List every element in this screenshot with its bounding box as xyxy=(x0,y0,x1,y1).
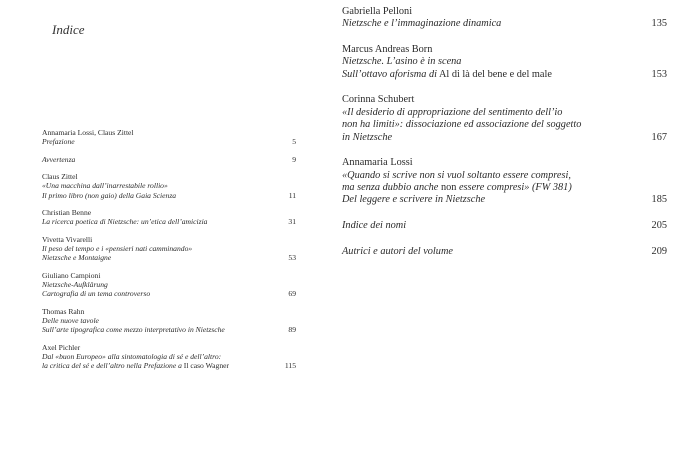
entry-title-roman-part: Il caso Wagner xyxy=(181,360,230,370)
toc-entry-prefazione[interactable] xyxy=(42,128,296,146)
entry-title: Indice dei nomi xyxy=(342,220,407,232)
page-heading: Indice xyxy=(52,22,85,37)
entry-title-line-2: Sull’arte tipografica come mezzo interpretativo in Nietzsche xyxy=(42,325,225,335)
toc-left-column xyxy=(42,128,296,378)
entry-page-number: 115 xyxy=(284,360,296,370)
entry-page-number: 185 xyxy=(651,194,667,206)
entry-title-roman-part: non xyxy=(438,182,459,194)
entry-page-number: 153 xyxy=(651,68,667,80)
entry-title-italic-part: ma senza dubbio anche xyxy=(342,182,439,194)
entry-title-line-2: Il primo libro (non gaio) della Gaia Scienza xyxy=(42,190,177,200)
entry-title-line-2: Cartografia di un tema controverso xyxy=(42,289,151,299)
entry-title-roman-part: Al di là del bene e del male xyxy=(436,68,552,80)
entry-author: Annamaria Lossi, Claus Zittel xyxy=(42,128,134,137)
entry-title-line-2: non ha limiti»: dissociazione ed associazione del soggetto xyxy=(342,119,582,131)
entry-title-line-2: Nietzsche e Montaigne xyxy=(42,253,112,263)
entry-author: Claus Zittel xyxy=(42,172,78,182)
toc-entry-benne[interactable] xyxy=(42,208,296,226)
entry-title-line-1: Delle nuove tavole xyxy=(42,315,99,325)
toc-entry-zittel[interactable] xyxy=(42,172,296,200)
entry-title-line-2 xyxy=(42,361,274,370)
toc-entry-vivarelli[interactable] xyxy=(42,235,296,263)
entry-title: La ricerca poetica di Nietzsche: un’etica dell’amicizia xyxy=(42,217,208,227)
entry-author: Annamaria Lossi xyxy=(342,157,413,169)
entry-page-number: 9 xyxy=(292,154,296,164)
entry-page-number: 31 xyxy=(288,217,296,227)
toc-entry-born[interactable] xyxy=(342,44,667,81)
entry-author: Marcus Andreas Born xyxy=(342,44,433,55)
entry-page-number: 53 xyxy=(288,253,296,263)
entry-title-line-1: Il peso del tempo e i «pensieri nati camminando» xyxy=(42,244,193,254)
toc-entry-pelloni[interactable] xyxy=(342,6,667,31)
entry-title-line-1: «Una macchina dall’inarrestabile rollio» xyxy=(42,181,168,191)
toc-entry-avvertenza[interactable] xyxy=(42,155,296,164)
entry-page-number: 5 xyxy=(292,137,296,147)
entry-title-line-2 xyxy=(342,69,637,81)
entry-title-line-3: Del leggere e scrivere in Nietzsche xyxy=(342,194,486,206)
toc-entry-campioni[interactable] xyxy=(42,271,296,299)
entry-author: Corinna Schubert xyxy=(342,94,415,106)
entry-page-number: 209 xyxy=(651,245,667,257)
entry-title-line-1: Dal «buon Europeo» alla sintomatologia di sé e dell’altro: xyxy=(42,351,222,361)
entry-title-line-2 xyxy=(342,182,637,194)
toc-entry-lossi[interactable] xyxy=(342,157,667,207)
entry-author: Giuliano Campioni xyxy=(42,270,101,280)
entry-page-number: 11 xyxy=(288,190,296,200)
entry-author: Christian Benne xyxy=(42,208,92,218)
entry-author: Thomas Rahn xyxy=(42,306,85,316)
toc-entry-autrici-e-autori[interactable] xyxy=(342,246,667,258)
entry-author: Axel Pichler xyxy=(42,342,81,352)
entry-author: Gabriella Pelloni xyxy=(342,6,413,17)
entry-title-italic-part-2: essere compresi» (FW 381) xyxy=(458,182,572,194)
entry-title: Autrici e autori del volume xyxy=(342,245,453,257)
toc-entry-pichler[interactable] xyxy=(42,343,296,371)
toc-entry-indice-dei-nomi[interactable] xyxy=(342,220,667,232)
entry-title: Prefazione xyxy=(42,137,75,147)
entry-title-line-1: «Il desiderio di appropriazione del sentimento dell’io xyxy=(342,106,563,118)
entry-author: Vivetta Vivarelli xyxy=(42,234,93,244)
entry-title-line-1: Nietzsche-Aufklärung xyxy=(42,279,108,289)
entry-title: Nietzsche e l’immaginazione dinamica xyxy=(342,18,502,30)
toc-right-column xyxy=(342,6,667,271)
toc-entry-rahn[interactable] xyxy=(42,307,296,335)
entry-title-line-3: in Nietzsche xyxy=(342,131,393,143)
entry-title-line-1: Nietzsche. L’asino è in scena xyxy=(342,56,462,68)
entry-page-number: 167 xyxy=(651,131,667,143)
entry-title-line-1: «Quando si scrive non si vuol soltanto essere compresi, xyxy=(342,169,571,181)
entry-page-number: 89 xyxy=(288,325,296,335)
entry-title-italic-part: Sull’ottavo aforisma di xyxy=(342,68,437,80)
entry-title-italic-part: la critica del sé e dell’altro nella Prefazione a xyxy=(42,360,182,370)
entry-title: Avvertenza xyxy=(42,154,76,164)
entry-page-number: 69 xyxy=(288,289,296,299)
toc-entry-schubert[interactable] xyxy=(342,94,667,144)
entry-page-number: 205 xyxy=(651,220,667,232)
entry-page-number: 135 xyxy=(651,18,667,30)
